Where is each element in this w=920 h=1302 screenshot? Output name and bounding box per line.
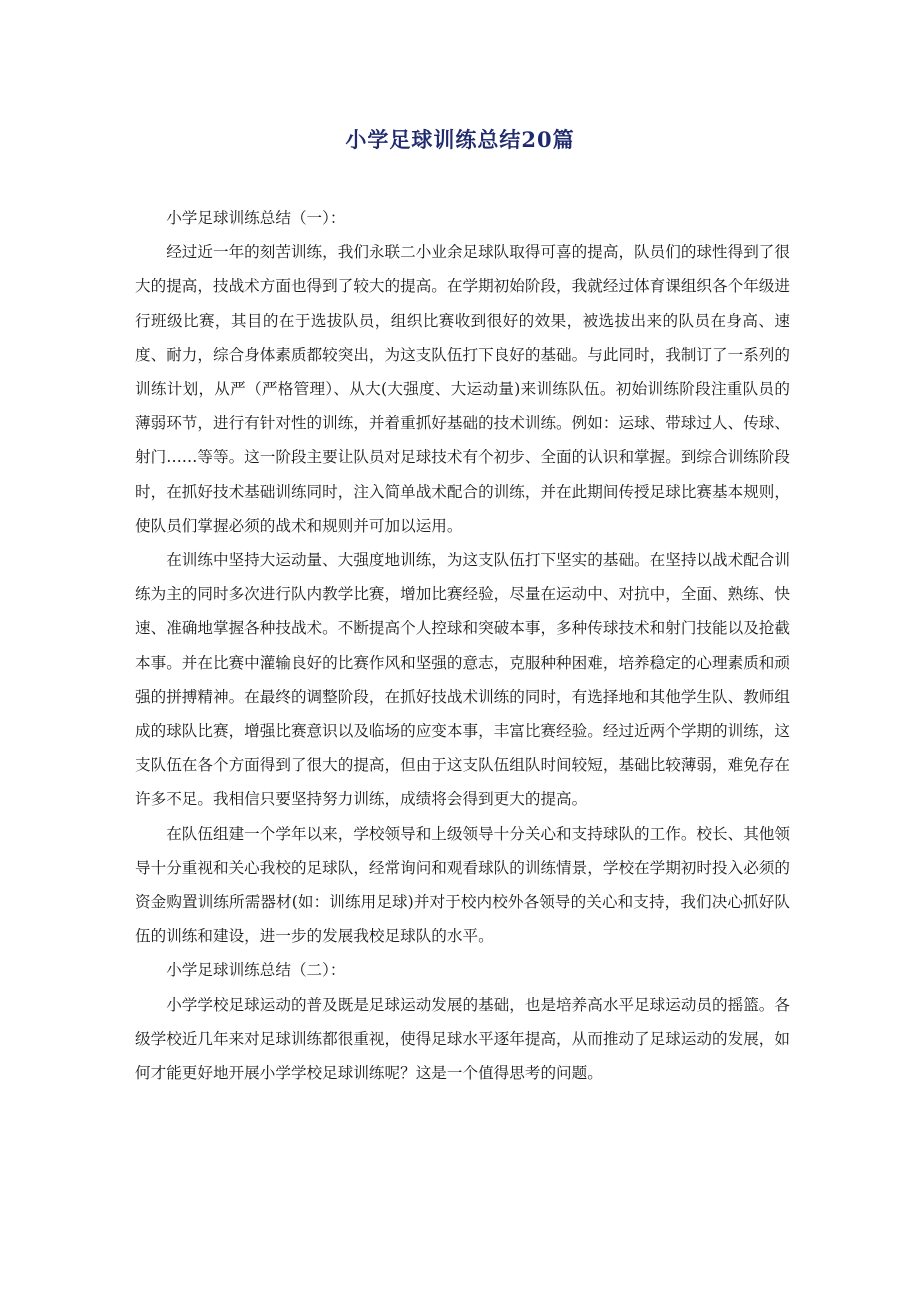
section-heading: 小学足球训练总结（一）： [166,209,346,227]
paragraph: 在训练中坚持大运动量、大强度地训练，为这支队伍打下坚实的基础。在坚持以战术配合训练为主的同时多次进行队内教学比赛，增加比赛经验，尽量在运动中、对抗中，全面、熟练、快速、准确地掌握各种技战术。不断提高个人控球和突破本事，多种传球技术和射门技能以及抢截本事。并在比赛中灌输良好的比赛作风和坚强的意志，克服种种困难，培养稳定的心理素质和顽强的拼搏精神。在最终的调整阶段，在抓好技战术训练的同时，有选择地和其他学生队、教师组成的球队比赛，增强比赛意识以及临场的应变本事，丰富比赛经验。经过近两个学期的训练，这支队伍在各个方面得到了很大的提高，但由于这支队伍组队时间较短，基础比较薄弱，难免存在许多不足。我相信只要坚持努力训练，成绩将会得到更大的提高。 [135,551,790,809]
document-title: 小学足球训练总结20篇 [345,127,575,152]
section-heading: 小学足球训练总结（二）： [166,961,346,980]
paragraph: 小学学校足球运动的普及既是足球运动发展的基础，也是培养高水平足球运动员的摇篮。各级学校近几年来对足球训练都很重视，使得足球水平逐年提高，从而推动了足球运动的发展，如何才能更好地开展小学学校足球训练呢？这是一个值得思考的问题。 [135,995,790,1083]
paragraph: 经过近一年的刻苦训练，我们永联二小业余足球队取得可喜的提高，队员们的球性得到了很大的提高，技战术方面也得到了较大的提高。在学期初始阶段，我就经过体育课组织各个年级进行班级比赛，其目的在于选拔队员，组织比赛收到很好的效果，被选拔出来的队员在身高、速度、耐力，综合身体素质都较突出，为这支队伍打下良好的基础。与此同时，我制订了一系列的训练计划，从严（严格管理）、从大(大强度、大运动量)来训练队伍。初始训练阶段注重队员的薄弱环节，进行有针对性的训练，并着重抓好基础的技术训练。例如：运球、带球过人、传球、射门……等等。这一阶段主要让队员对足球技术有个初步、全面的认识和掌握。到综合训练阶段时，在抓好技术基础训练同时，注入简单战术配合的训练，并在此期间传授足球比赛基本规则，使队员们掌握必须的战术和规则并可加以运用。 [135,243,790,535]
paragraph: 在队伍组建一个学年以来，学校领导和上级领导十分关心和支持球队的工作。校长、其他领导十分重视和关心我校的足球队，经常询问和观看球队的训练情景，学校在学期初时投入必须的资金购置训练所需器材(如：训练用足球)并对于校内校外各领导的关心和支持，我们决心抓好队伍的训练和建设，进一步的发展我校足球队的水平。 [135,824,790,946]
document-body [135,201,790,1090]
